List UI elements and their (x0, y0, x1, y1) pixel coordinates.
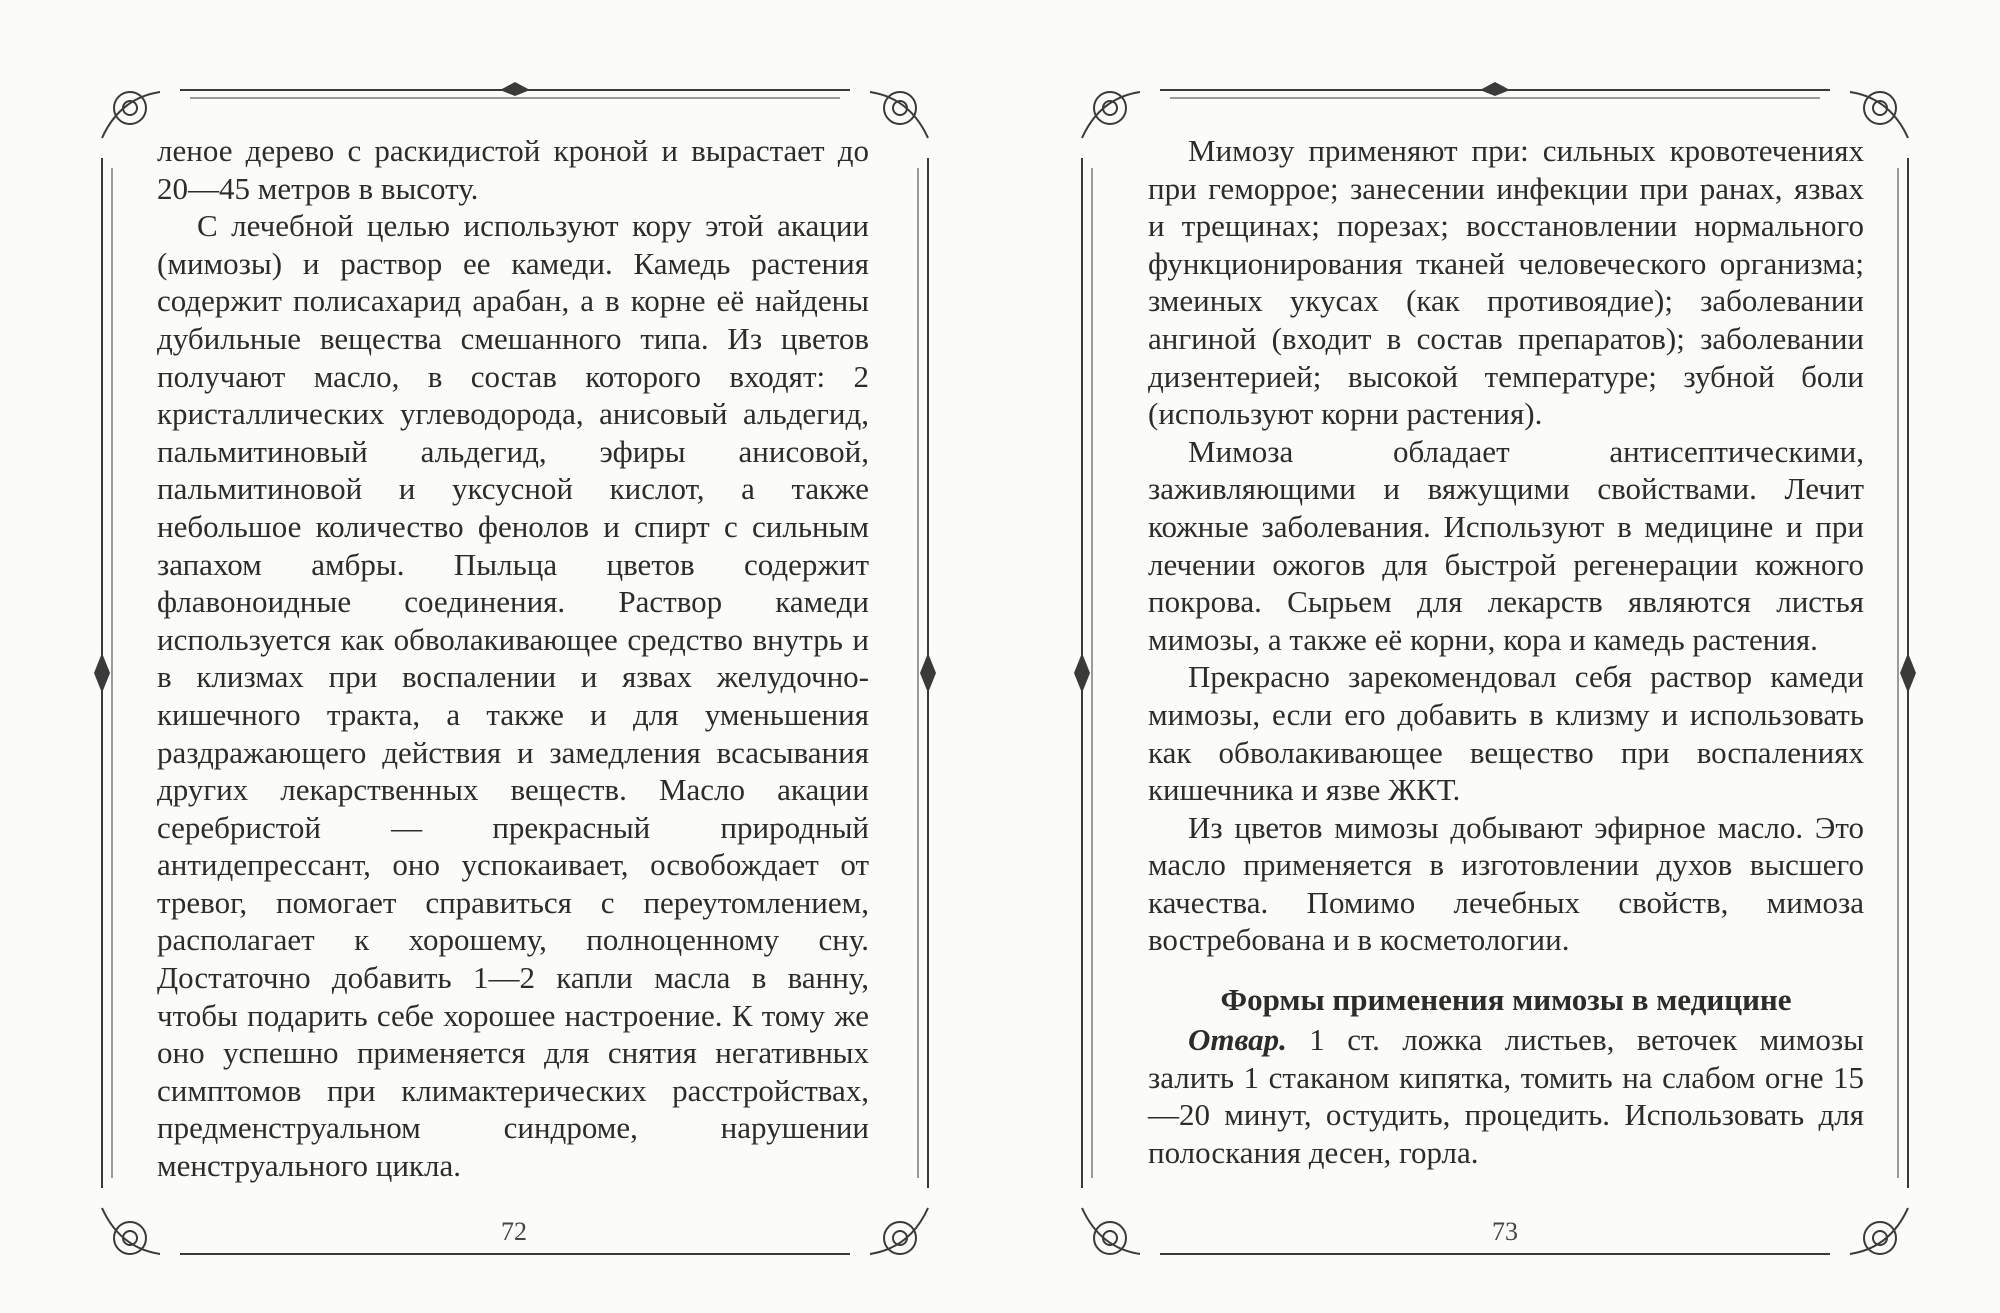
recipe-text: 1 ст. ложка листьев, веточек мимозы залить 1 стаканом кипятка, томить на слабом огне 15—20 минут, остудить, процедить. Использовать для полоскания десен, горла. (1148, 1022, 1864, 1170)
recipe-term: Отвар. (1188, 1022, 1287, 1058)
paragraph: С лечебной целью используют кору этой акации (мимозы) и раствор ее камеди. Камедь растения содержит полисахарид арабан, а в корне её найдены дубильные вещества смешанного типа. Из цветов получают масло, в состав которого входят: 2 кристаллических углеводорода, анисовый альдегид, пальмитиновый альдегид, эфиры анисовой, пальмитиновой и уксусной кислот, а также небольшое количество фенолов и спирт с сильным запахом амбры. Пыльца цветов содержит флавоноидные соединения. Раствор камеди используется как обволакивающее средство внутрь и в клизмах при воспалении и язвах желудочно-кишечного тракта, а также и для уменьшения раздражающего действия и замедления всасывания других лекарственных веществ. Масло акации серебристой — прекрасный природный антидепрессант, оно успокаивает, освобождает от тревог, помогает справиться с переутомлением, располагает к хорошему, полноценному сну. Достаточно добавить 1—2 капли масла в ванну, чтобы подарить себе хорошее настроение. К тому же оно успешно применяется для снятия негативных симптомов при климактерических расстройствах, предменструальном синдроме, нарушении менструального цикла. (157, 208, 869, 1184)
section-heading: Формы применения мимозы в медицине (1220, 982, 1792, 1018)
left-page-body (157, 132, 869, 1185)
page-number: 72 (501, 1217, 527, 1246)
page-number: 73 (1492, 1217, 1518, 1246)
paragraph: Мимозу применяют при: сильных кровотечениях при геморрое; занесении инфекции при ранах, язвах и трещинах; порезах; восстановлении нормального функционирования тканей человеческого организма; змеиных укусах (как противоядие); заболевании ангиной (входит в состав препаратов); заболевании дизентерией; высокой температуре; зубной боли (используют корни растения). (1148, 133, 1864, 432)
right-page-body (1148, 132, 1864, 1171)
paragraph: леное дерево с раскидистой кроной и вырастает до 20—45 метров в высоту. (157, 133, 869, 206)
paragraph: Прекрасно зарекомендовал себя раствор камеди мимозы, если его добавить в клизму и использовать как обволакивающее вещество при воспалениях кишечника и язве ЖКТ. (1148, 659, 1864, 808)
paragraph: Мимоза обладает антисептическими, заживляющими и вяжущими свойствами. Лечит кожные заболевания. Используют в медицине и при лечении ожогов для быстрой регенерации кожного покрова. Сырьем для лекарств являются листья мимозы, а также её корни, кора и камедь растения. (1148, 433, 1864, 657)
recipe-paragraph (1148, 1021, 1864, 1171)
paragraph: Из цветов мимозы добывают эфирное масло. Это масло применяется в изготовлении духов высшего качества. Помимо лечебных свойств, мимоза востребована и в косметологии. (1148, 809, 1864, 958)
right-page (1000, 0, 2000, 1313)
